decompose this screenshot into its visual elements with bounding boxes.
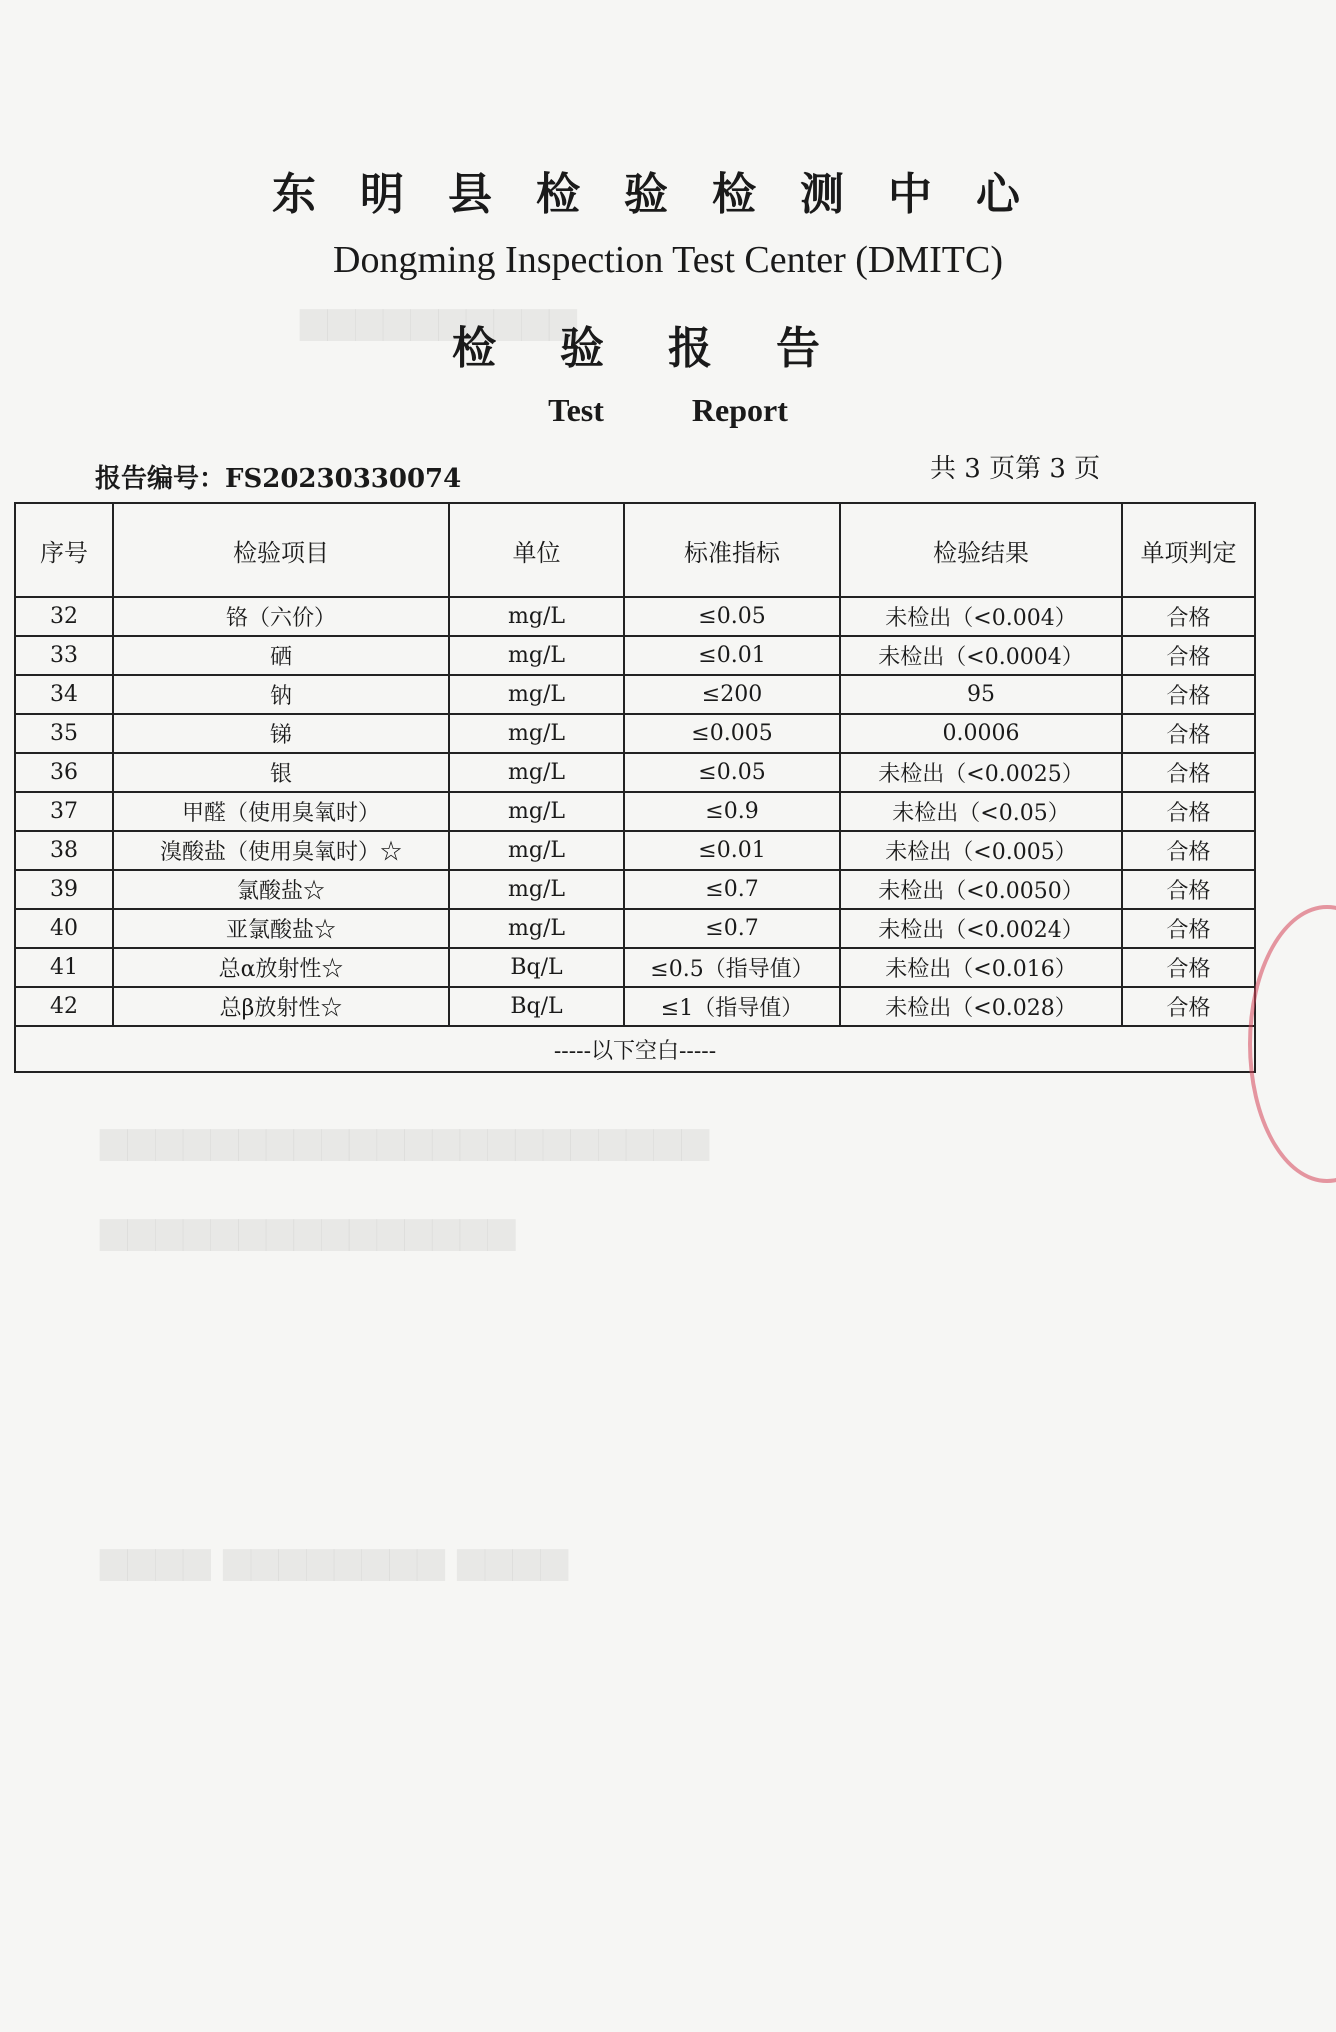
- cell-standard: ≤0.5（指导值）: [624, 948, 840, 987]
- cell-no: 34: [15, 675, 113, 714]
- cell-standard: ≤0.01: [624, 831, 840, 870]
- cell-no: 35: [15, 714, 113, 753]
- cell-no: 40: [15, 909, 113, 948]
- cell-unit: mg/L: [449, 675, 624, 714]
- report-title-en: Test Report: [548, 392, 788, 428]
- cell-result: 未检出（<0.005）: [840, 831, 1122, 870]
- blank-note: -----以下空白-----: [15, 1026, 1255, 1072]
- cell-no: 33: [15, 636, 113, 675]
- cell-no: 41: [15, 948, 113, 987]
- cell-unit: mg/L: [449, 909, 624, 948]
- cell-judge: 合格: [1122, 909, 1255, 948]
- table-row: [15, 792, 1255, 831]
- table-row: [15, 870, 1255, 909]
- table-row: [15, 636, 1255, 675]
- cell-judge: 合格: [1122, 636, 1255, 675]
- cell-judge: 合格: [1122, 831, 1255, 870]
- cell-result: 未检出（<0.028）: [840, 987, 1122, 1026]
- org-name-cn: 东明县检验检测中心: [272, 169, 1064, 220]
- cell-no: 37: [15, 792, 113, 831]
- cell-result: 0.0006: [840, 714, 1122, 753]
- col-header-item: 检验项目: [113, 503, 449, 597]
- cell-item: 钠: [113, 675, 449, 714]
- cell-judge: 合格: [1122, 753, 1255, 792]
- org-name-en: Dongming Inspection Test Center (DMITC): [333, 239, 1003, 281]
- cell-unit: mg/L: [449, 597, 624, 636]
- cell-item: 亚氯酸盐☆: [113, 909, 449, 948]
- cell-unit: Bq/L: [449, 987, 624, 1026]
- col-header-unit: 单位: [449, 503, 624, 597]
- table-blank-row: [15, 1026, 1255, 1072]
- cell-result: 未检出（<0.0004）: [840, 636, 1122, 675]
- cell-standard: ≤0.9: [624, 792, 840, 831]
- cell-unit: Bq/L: [449, 948, 624, 987]
- page-count: 共 3 页第 3 页: [930, 454, 1101, 484]
- cell-item: 溴酸盐（使用臭氧时）☆: [113, 831, 449, 870]
- cell-item: 总α放射性☆: [113, 948, 449, 987]
- cell-standard: ≤0.05: [624, 597, 840, 636]
- bleed-through-text: ▆▆▆▆▆▆▆▆▆▆▆▆▆▆▆▆▆▆▆▆▆▆: [100, 1120, 710, 1161]
- bleed-through-text: ▆▆▆▆ ▆▆▆▆▆▆▆▆ ▆▆▆▆: [100, 1540, 569, 1581]
- col-header-judge: 单项判定: [1122, 503, 1255, 597]
- cell-standard: ≤0.01: [624, 636, 840, 675]
- table-row: [15, 714, 1255, 753]
- cell-unit: mg/L: [449, 753, 624, 792]
- table-row: [15, 909, 1255, 948]
- cell-standard: ≤0.005: [624, 714, 840, 753]
- cell-no: 38: [15, 831, 113, 870]
- cell-no: 36: [15, 753, 113, 792]
- official-seal-stamp: [1248, 905, 1336, 1183]
- cell-result: 未检出（<0.05）: [840, 792, 1122, 831]
- cell-judge: 合格: [1122, 597, 1255, 636]
- cell-standard: ≤1（指导值）: [624, 987, 840, 1026]
- results-table: [14, 502, 1256, 1073]
- cell-item: 总β放射性☆: [113, 987, 449, 1026]
- bleed-through-text: ▆▆▆▆▆▆▆▆▆▆: [300, 300, 577, 341]
- col-header-no: 序号: [15, 503, 113, 597]
- report-title-cn: 检验报告: [452, 323, 884, 374]
- cell-judge: 合格: [1122, 792, 1255, 831]
- cell-judge: 合格: [1122, 948, 1255, 987]
- table-row: [15, 675, 1255, 714]
- table-row: [15, 753, 1255, 792]
- cell-result: 未检出（<0.0024）: [840, 909, 1122, 948]
- cell-unit: mg/L: [449, 714, 624, 753]
- table-row: [15, 597, 1255, 636]
- cell-item: 银: [113, 753, 449, 792]
- cell-judge: 合格: [1122, 870, 1255, 909]
- cell-judge: 合格: [1122, 714, 1255, 753]
- cell-item: 氯酸盐☆: [113, 870, 449, 909]
- cell-standard: ≤0.05: [624, 753, 840, 792]
- cell-unit: mg/L: [449, 636, 624, 675]
- cell-unit: mg/L: [449, 792, 624, 831]
- cell-item: 铬（六价）: [113, 597, 449, 636]
- col-header-standard: 标准指标: [624, 503, 840, 597]
- cell-item: 硒: [113, 636, 449, 675]
- cell-unit: mg/L: [449, 870, 624, 909]
- table-header-row: [15, 503, 1255, 597]
- table-row: [15, 948, 1255, 987]
- bleed-through-text: ▆▆▆▆▆▆▆▆▆▆▆▆▆▆▆: [100, 1210, 516, 1251]
- cell-unit: mg/L: [449, 831, 624, 870]
- cell-result: 未检出（<0.0050）: [840, 870, 1122, 909]
- report-number: 报告编号：FS20230330074: [95, 464, 462, 494]
- cell-no: 42: [15, 987, 113, 1026]
- cell-result: 未检出（<0.004）: [840, 597, 1122, 636]
- cell-standard: ≤0.7: [624, 909, 840, 948]
- col-header-result: 检验结果: [840, 503, 1122, 597]
- cell-item: 甲醛（使用臭氧时）: [113, 792, 449, 831]
- table-row: [15, 987, 1255, 1026]
- cell-standard: ≤200: [624, 675, 840, 714]
- cell-item: 锑: [113, 714, 449, 753]
- cell-judge: 合格: [1122, 987, 1255, 1026]
- cell-judge: 合格: [1122, 675, 1255, 714]
- cell-standard: ≤0.7: [624, 870, 840, 909]
- table-row: [15, 831, 1255, 870]
- cell-result: 95: [840, 675, 1122, 714]
- cell-result: 未检出（<0.0025）: [840, 753, 1122, 792]
- cell-no: 32: [15, 597, 113, 636]
- cell-no: 39: [15, 870, 113, 909]
- cell-result: 未检出（<0.016）: [840, 948, 1122, 987]
